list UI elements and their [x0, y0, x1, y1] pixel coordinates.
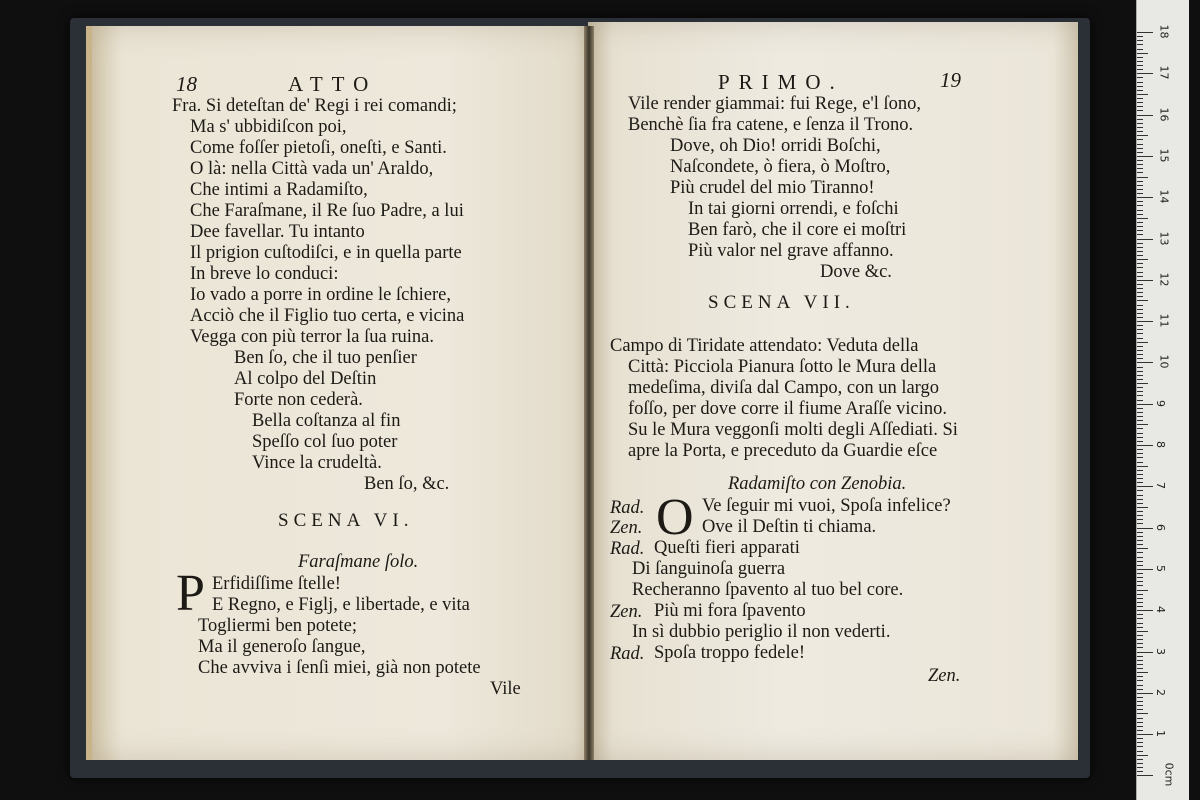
ruler-tick	[1137, 193, 1143, 194]
ruler-tick	[1137, 317, 1143, 318]
ruler-tick	[1137, 569, 1153, 570]
ruler-tick	[1137, 606, 1143, 607]
ruler-label: 8	[1154, 441, 1167, 448]
ruler-tick	[1137, 160, 1143, 161]
scene-title: SCENA VI.	[278, 510, 414, 531]
ruler-tick	[1137, 247, 1143, 248]
ruler-tick	[1137, 371, 1143, 372]
ruler-tick	[1137, 672, 1148, 673]
ruler-tick	[1137, 98, 1143, 99]
verse-line: Che intimi a Radamiſto,	[190, 180, 368, 200]
ruler-tick	[1137, 561, 1143, 562]
ruler-tick	[1137, 507, 1148, 508]
ruler-tick	[1137, 73, 1153, 74]
left-page-header: ATTO	[288, 72, 378, 96]
verse-line: Dee favellar. Tu intanto	[190, 222, 365, 242]
ruler-tick	[1137, 164, 1143, 165]
ruler-tick	[1137, 49, 1143, 50]
verse-line: Speſſo col ſuo poter	[252, 432, 398, 452]
verse-line: Fra. Si deteſtan de' Regi i rei comandi;	[172, 96, 457, 116]
ruler-tick	[1137, 441, 1143, 442]
verse-line: Ben farò, che il core ei moſtri	[688, 220, 907, 240]
ruler-tick	[1137, 404, 1153, 405]
ruler-tick	[1137, 590, 1148, 591]
ruler-tick	[1137, 652, 1153, 653]
ruler-tick	[1137, 102, 1143, 103]
ruler-tick	[1137, 350, 1143, 351]
ruler-tick	[1137, 185, 1143, 186]
dialogue-line: Ove il Deſtin ti chiama.	[702, 517, 877, 537]
ruler-tick	[1137, 305, 1143, 306]
ruler-tick	[1137, 482, 1143, 483]
ruler-tick	[1137, 139, 1143, 140]
ruler-tick	[1137, 738, 1143, 739]
drop-cap: O	[656, 489, 694, 546]
verse-line: Erfidiſſime ſtelle!	[212, 574, 341, 594]
catchword: Zen.	[928, 666, 961, 686]
ruler-tick	[1137, 705, 1143, 706]
ruler-tick	[1137, 598, 1143, 599]
ruler-tick	[1137, 763, 1143, 764]
ruler-tick	[1137, 251, 1143, 252]
dialogue-line: Spoſa troppo fedele!	[654, 643, 806, 663]
ruler-tick	[1137, 693, 1153, 694]
ruler-label: 15	[1157, 148, 1171, 163]
ruler-tick	[1137, 495, 1143, 496]
ruler-tick	[1137, 40, 1143, 41]
ruler-tick	[1137, 234, 1143, 235]
ruler-tick	[1137, 618, 1143, 619]
ruler-tick	[1137, 453, 1143, 454]
ruler-tick	[1137, 511, 1143, 512]
right-page	[588, 22, 1078, 760]
ruler-tick	[1137, 201, 1143, 202]
ruler-tick	[1137, 643, 1143, 644]
ruler-tick	[1137, 602, 1143, 603]
ruler-tick	[1137, 354, 1143, 355]
ruler-tick	[1137, 32, 1153, 33]
ruler-tick	[1137, 214, 1143, 215]
ruler-tick	[1137, 573, 1143, 574]
ruler-tick	[1137, 557, 1143, 558]
stage-direction-line: Su le Mura veggonſi molti degli Aſſediati. Si	[628, 420, 958, 440]
ruler-tick	[1137, 222, 1143, 223]
ruler-tick	[1137, 263, 1143, 264]
ruler-tick	[1137, 387, 1143, 388]
verse-line: In tai giorni orrendi, e foſchi	[688, 199, 899, 219]
ruler-tick	[1137, 61, 1143, 62]
ruler-tick	[1137, 243, 1143, 244]
ruler-tick	[1137, 259, 1148, 260]
verse-line: Dove, oh Dio! orridi Boſchi,	[670, 136, 881, 156]
ruler-label: 11	[1157, 313, 1171, 328]
ruler-tick	[1137, 462, 1143, 463]
ruler-tick	[1137, 300, 1148, 301]
ruler-tick	[1137, 631, 1148, 632]
speaker-label: Zen.	[610, 602, 643, 622]
ruler-tick	[1137, 94, 1148, 95]
ruler-tick	[1137, 548, 1148, 549]
book-gutter	[584, 26, 594, 760]
ruler-tick	[1137, 57, 1143, 58]
catchword: Vile	[490, 679, 521, 699]
ruler-tick	[1137, 627, 1143, 628]
character-heading: Radamiſto con Zenobia.	[728, 474, 907, 494]
verse-line: Ma il generoſo ſangue,	[198, 637, 366, 657]
character-heading: Faraſmane ſolo.	[298, 552, 419, 572]
verse-line: Come foſſer pietoſi, oneſti, e Santi.	[190, 138, 447, 158]
ruler-tick	[1137, 433, 1143, 434]
ruler-tick	[1137, 131, 1143, 132]
ruler-tick	[1137, 197, 1153, 198]
ruler-tick	[1137, 775, 1153, 776]
ruler-tick	[1137, 680, 1143, 681]
ruler-tick	[1137, 230, 1143, 231]
ruler-tick	[1137, 333, 1143, 334]
ruler-tick	[1137, 486, 1153, 487]
right-page-header: PRIMO.	[718, 70, 844, 94]
ruler-tick	[1137, 77, 1143, 78]
ruler-tick	[1137, 280, 1153, 281]
dialogue-line: Ve ſeguir mi vuoi, Spoſa infelice?	[702, 496, 951, 516]
ruler-tick	[1137, 239, 1153, 240]
ruler-tick	[1137, 701, 1143, 702]
ruler-label: 7	[1154, 482, 1167, 490]
ruler-tick	[1137, 226, 1143, 227]
ruler-tick	[1137, 342, 1148, 343]
ruler-tick	[1137, 408, 1143, 409]
ruler-label: 4	[1154, 606, 1167, 614]
ruler-tick	[1137, 383, 1148, 384]
verse-line: Bella coſtanza al fin	[252, 411, 401, 431]
ruler-tick	[1137, 742, 1143, 743]
ruler-tick	[1137, 536, 1143, 537]
ruler-tick	[1137, 210, 1143, 211]
ruler-tick	[1137, 466, 1148, 467]
verse-line: Più valor nel grave affanno.	[688, 241, 894, 261]
ruler-label: 13	[1157, 231, 1171, 245]
left-page-number: 18	[176, 72, 197, 96]
ruler-tick	[1137, 685, 1143, 686]
ruler-tick	[1137, 519, 1143, 520]
ruler-tick	[1137, 639, 1143, 640]
ruler-tick	[1137, 144, 1143, 145]
verse-line: Naſcondete, ò fiera, ò Moſtro,	[670, 157, 891, 177]
ruler-tick	[1137, 205, 1143, 206]
ruler-tick	[1137, 499, 1143, 500]
ruler-tick	[1137, 362, 1153, 363]
verse-line: Che avviva i ſenſi miei, già non potete	[198, 658, 481, 678]
ruler-tick	[1137, 115, 1153, 116]
ruler-tick	[1137, 718, 1143, 719]
ruler-tick	[1137, 478, 1143, 479]
ruler-tick	[1137, 751, 1143, 752]
ruler-tick	[1137, 82, 1143, 83]
verse-line: Dove &c.	[820, 262, 892, 282]
ruler-tick	[1137, 726, 1143, 727]
ruler-tick	[1137, 416, 1143, 417]
ruler-tick	[1137, 123, 1143, 124]
dialogue-line: Queſti fieri apparati	[654, 538, 800, 558]
ruler-label: 9	[1154, 399, 1167, 407]
right-page-number: 19	[940, 68, 961, 92]
ruler-tick	[1137, 321, 1153, 322]
verse-line: Acciò che il Figlio tuo certa, e vicina	[190, 306, 465, 326]
ruler-tick	[1137, 713, 1148, 714]
ruler-label: 17	[1157, 65, 1171, 80]
ruler-tick	[1137, 284, 1143, 285]
ruler-tick	[1137, 267, 1143, 268]
ruler-tick	[1137, 148, 1143, 149]
ruler-tick	[1137, 400, 1143, 401]
ruler-tick	[1137, 523, 1143, 524]
ruler-tick	[1137, 647, 1143, 648]
verse-line: Ben ſo, che il tuo penſier	[234, 348, 417, 368]
ruler-tick	[1137, 734, 1153, 735]
verse-line: Vince la crudeltà.	[252, 453, 382, 473]
ruler-tick	[1137, 676, 1143, 677]
ruler-tick	[1137, 581, 1143, 582]
stage-direction-line: Città: Picciola Pianura ſotto le Mura della	[628, 357, 937, 377]
ruler-tick	[1137, 90, 1143, 91]
verse-line: E Regno, e Figlj, e libertade, e vita	[212, 595, 470, 615]
ruler-tick	[1137, 528, 1153, 529]
ruler-tick	[1137, 106, 1143, 107]
ruler-label: 10	[1157, 354, 1171, 369]
ruler-tick	[1137, 689, 1143, 690]
ruler-tick	[1137, 755, 1148, 756]
ruler-tick	[1137, 503, 1143, 504]
verse-line: Al colpo del Deſtin	[234, 369, 377, 389]
verse-line: Togliermi ben potete;	[198, 616, 357, 636]
ruler-tick	[1137, 660, 1143, 661]
ruler-tick	[1137, 379, 1143, 380]
ruler-tick	[1137, 437, 1143, 438]
ruler-tick	[1137, 127, 1143, 128]
ruler-tick	[1137, 156, 1153, 157]
ruler-tick	[1137, 36, 1143, 37]
ruler-tick	[1137, 457, 1143, 458]
ruler-label: 5	[1154, 564, 1167, 572]
dialogue-line: Di ſanguinoſa guerra	[632, 559, 786, 579]
verse-line: Il prigion cuſtodiſci, e in quella parte	[190, 243, 462, 263]
ruler-tick	[1137, 474, 1143, 475]
verse-line: Ben ſo, &c.	[364, 474, 450, 494]
ruler-tick	[1137, 668, 1143, 669]
ruler-tick	[1137, 412, 1143, 413]
ruler-tick	[1137, 544, 1143, 545]
ruler-tick	[1137, 346, 1143, 347]
ruler-tick	[1137, 272, 1143, 273]
stage-direction-line: foſſo, per dove corre il fiume Araſſe vicino.	[628, 399, 948, 419]
ruler-tick	[1137, 759, 1143, 760]
ruler-tick	[1137, 490, 1143, 491]
ruler-tick	[1137, 309, 1143, 310]
ruler-tick	[1137, 119, 1143, 120]
verse-line: Vegga con più terror la ſua ruina.	[190, 327, 435, 347]
ruler-tick	[1137, 189, 1143, 190]
ruler-tick	[1137, 152, 1143, 153]
ruler-tick	[1137, 296, 1143, 297]
ruler-label: 6	[1154, 523, 1167, 531]
ruler-tick	[1137, 420, 1143, 421]
ruler-tick	[1137, 709, 1143, 710]
ruler-tick	[1137, 65, 1143, 66]
ruler-tick	[1137, 577, 1143, 578]
ruler-tick	[1137, 367, 1143, 368]
speaker-label: Zen.	[610, 518, 643, 538]
ruler-tick	[1137, 276, 1143, 277]
ruler-tick	[1137, 86, 1143, 87]
ruler-tick	[1137, 470, 1143, 471]
ruler-label: 1	[1154, 730, 1167, 738]
ruler-tick	[1137, 177, 1148, 178]
speaker-label: Rad.	[610, 644, 645, 664]
measuring-ruler	[1136, 0, 1189, 800]
speaker-label: Rad.	[610, 498, 645, 518]
ruler-tick	[1137, 358, 1143, 359]
ruler-tick	[1137, 610, 1153, 611]
verse-line: Benchè ſia fra catene, e ſenza il Trono.	[628, 115, 914, 135]
drop-cap: P	[176, 565, 205, 622]
ruler-label: 16	[1157, 107, 1171, 122]
speaker-label: Rad.	[610, 539, 645, 559]
ruler-tick	[1137, 375, 1143, 376]
ruler-label: 3	[1154, 647, 1167, 655]
ruler-tick	[1137, 746, 1143, 747]
verse-line: Vile render giammai: fui Rege, e'l ſono,	[628, 94, 921, 114]
ruler-tick	[1137, 730, 1143, 731]
ruler-tick	[1137, 338, 1143, 339]
ruler-tick	[1137, 585, 1143, 586]
verse-line: O là: nella Città vada un' Araldo,	[190, 159, 434, 179]
dialogue-line: Recheranno ſpavento al tuo bel core.	[632, 580, 904, 600]
verse-line: Più crudel del mio Tiranno!	[670, 178, 875, 198]
verse-line: Che Faraſmane, il Re ſuo Padre, a lui	[190, 201, 464, 221]
verse-line: Ma s' ubbidiſcon poi,	[190, 117, 347, 137]
verse-line: Forte non cederà.	[234, 390, 363, 410]
stage-direction-line: apre la Porta, e preceduto da Guardie eſce	[628, 441, 938, 461]
ruler-tick	[1137, 172, 1143, 173]
ruler-tick	[1137, 329, 1143, 330]
ruler-tick	[1137, 292, 1143, 293]
verse-line: Io vado a porre in ordine le ſchiere,	[190, 285, 451, 305]
ruler-tick	[1137, 313, 1143, 314]
ruler-tick	[1137, 614, 1143, 615]
ruler-tick	[1137, 218, 1148, 219]
scene-title: SCENA VII.	[708, 292, 855, 313]
ruler-tick	[1137, 53, 1148, 54]
ruler-label: 12	[1157, 272, 1171, 287]
stage-direction-line: Campo di Tiridate attendato: Veduta della	[610, 336, 919, 356]
ruler-tick	[1137, 697, 1143, 698]
ruler-tick	[1137, 767, 1143, 768]
ruler-tick	[1137, 424, 1148, 425]
ruler-tick	[1137, 110, 1143, 111]
ruler-tick	[1137, 552, 1143, 553]
left-page	[86, 26, 594, 760]
dialogue-line: In sì dubbio periglio il non vederti.	[632, 622, 891, 642]
verse-line: In breve lo conduci:	[190, 264, 339, 284]
ruler-tick	[1137, 445, 1153, 446]
ruler-tick	[1137, 391, 1143, 392]
ruler-label: 2	[1154, 688, 1167, 696]
ruler-tick	[1137, 656, 1143, 657]
ruler-tick	[1137, 449, 1143, 450]
ruler-tick	[1137, 168, 1143, 169]
ruler-tick	[1137, 428, 1143, 429]
ruler-tick	[1137, 288, 1143, 289]
ruler-tick	[1137, 69, 1143, 70]
ruler-tick	[1137, 135, 1148, 136]
dialogue-line: Più mi fora ſpavento	[654, 601, 806, 621]
ruler-tick	[1137, 325, 1143, 326]
ruler-tick	[1137, 540, 1143, 541]
ruler-tick	[1137, 181, 1143, 182]
ruler-tick	[1137, 395, 1143, 396]
ruler-label: 14	[1157, 189, 1171, 204]
ruler-tick	[1137, 771, 1143, 772]
ruler-tick	[1137, 594, 1143, 595]
ruler-tick	[1137, 722, 1143, 723]
ruler-label: 18	[1157, 24, 1171, 39]
ruler-tick	[1137, 255, 1143, 256]
ruler-tick	[1137, 515, 1143, 516]
ruler-tick	[1137, 532, 1143, 533]
ruler-tick	[1137, 623, 1143, 624]
ruler-tick	[1137, 635, 1143, 636]
ruler-tick	[1137, 44, 1143, 45]
ruler-tick	[1137, 664, 1143, 665]
ruler-label: 0cm	[1162, 763, 1176, 787]
stage-direction-line: medeſima, diviſa dal Campo, con un largo	[628, 378, 940, 398]
ruler-tick	[1137, 565, 1143, 566]
